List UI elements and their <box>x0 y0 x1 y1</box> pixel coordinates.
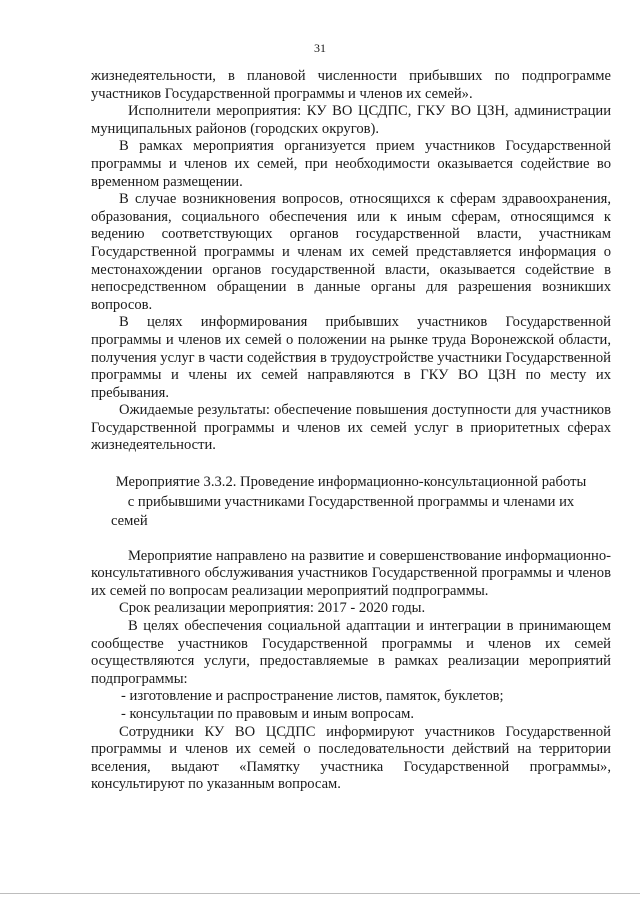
paragraph-employees-inform: Сотрудники КУ ВО ЦСДПС информируют участников Государственной программы и членов их семей о последовательности действий на территории вселения, выдают «Памятку участника Государственной программы», консультируют по указанным вопросам. <box>91 723 611 793</box>
paragraph-questions: В случае возникновения вопросов, относящихся к сферам здравоохранения, образования, социального обеспечения или к иным сферам, относящимся к ведению соответствующих органов государственной власти, участникам Государственной программы и членам их семей представляется информация о местонахождении органов государственной власти, оказывается содействие в непосредственном обращении в данные органы для разрешения возникших вопросов. <box>91 191 611 313</box>
document-body <box>91 68 611 794</box>
paragraph-social-adaptation: В целях обеспечения социальной адаптации и интеграции в принимающем сообществе участников Государственной программы и членов их семей осуществляются услуги, предоставляемые в рамках реализации мероприятий подпрограммы: <box>91 617 611 687</box>
paragraph-labor-market: В целях информирования прибывших участников Государственной программы и членов их семей о положении на рынке труда Воронежской области, получения услуг в части содействия в трудоустройстве участники Государственной программы и члены их семей направляются в ГКУ ВО ЦЗН по месту их пребывания. <box>91 314 611 401</box>
bottom-divider <box>0 893 640 894</box>
paragraph-expected-results: Ожидаемые результаты: обеспечение повышения доступности для участников Государственной программы и членов их семей услуг в приоритетных сферах жизнедеятельности. <box>91 402 611 454</box>
paragraph-continuation: жизнедеятельности, в плановой численности прибывших по подпрограмме участников Государственной программы и членов их семей». <box>91 68 611 102</box>
paragraph-reception: В рамках мероприятия организуется прием участников Государственной программы и членов их семей, при необходимости оказывается содействие во временном размещении. <box>91 138 611 190</box>
list-item: - консультации по правовым и иным вопросам. <box>121 705 415 722</box>
page-number: 31 <box>314 41 326 55</box>
section-heading: Мероприятие 3.3.2. Проведение информационно-консультационной работы с прибывшими участниками Государственной программы и членами их семей <box>111 474 587 530</box>
list-item: - изготовление и распространение листов, памяток, буклетов; <box>121 688 504 705</box>
paragraph-executors: Исполнители мероприятия: КУ ВО ЦСДПС, ГКУ ВО ЦЗН, администрации муниципальных районов (городских округов). <box>91 103 611 137</box>
paragraph-implementation-period: Срок реализации мероприятия: 2017 - 2020 годы. <box>119 600 426 617</box>
paragraph-event-purpose: Мероприятие направлено на развитие и совершенствование информационно-консультативного обслуживания участников Государственной программы и членов их семей по вопросам реализации мероприятий подпрограммы. <box>91 547 611 599</box>
